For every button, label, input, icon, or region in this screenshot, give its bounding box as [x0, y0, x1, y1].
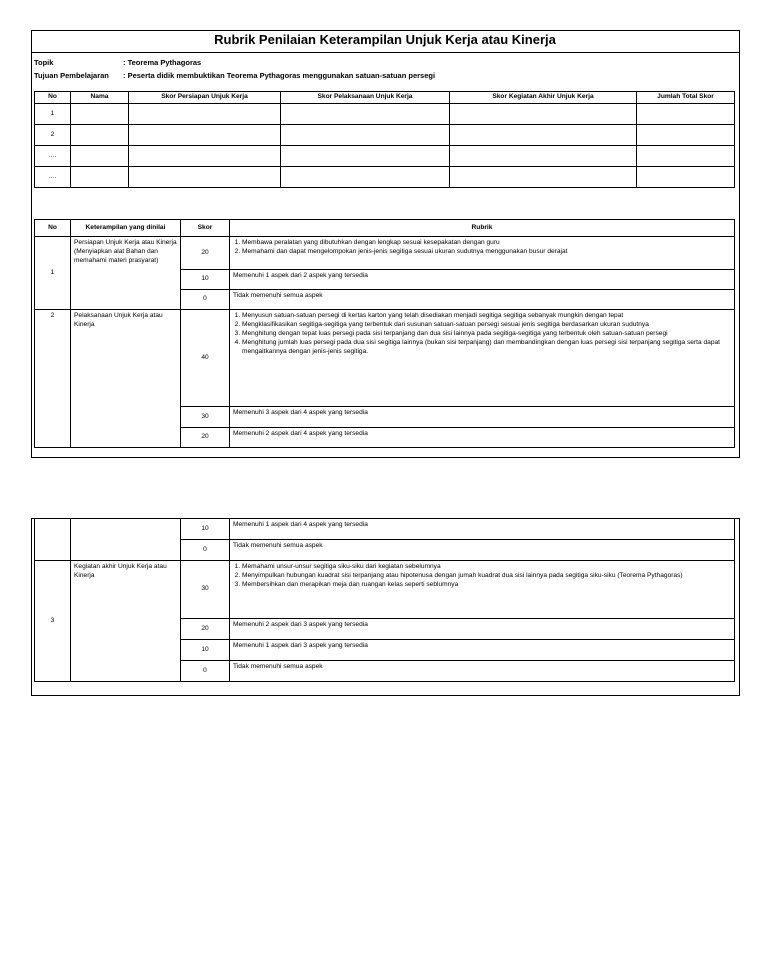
table-cell [281, 104, 450, 125]
rubric-criteria [230, 561, 735, 619]
table-cell [450, 125, 637, 146]
table-cell [71, 167, 129, 188]
table-cell [129, 125, 281, 146]
rubric-criteria: Tidak memenuhi semua aspek [230, 540, 735, 561]
table-cell [281, 167, 450, 188]
tujuan-value: : Peserta didik membuktikan Teorema Pythagoras menggunakan satuan-satuan persegi [123, 71, 436, 80]
table-cell [129, 167, 281, 188]
table-cell [71, 519, 181, 561]
score-value: 0 [181, 290, 230, 310]
header-skor-pelaksanaan: Skor Pelaksanaan Unjuk Kerja [281, 92, 450, 104]
table-cell [637, 125, 735, 146]
criteria-item: 2. Menyimpulkan hubungan kuadrat sisi terpanjang atau hipotenusa dengan jumah kuadrat dua sisi lainnya pada segitiga siku-siku (Teorema Pythagoras) [242, 572, 731, 581]
table-cell [637, 146, 735, 167]
criteria-item: 1. Memahami unsur-unsur segitiga siku-siku dari kegiatan sebelumnya [242, 563, 731, 572]
header-skor-persiapan: Skor Persiapan Unjuk Kerja [129, 92, 281, 104]
table-cell [71, 104, 129, 125]
score-table-header [35, 92, 735, 104]
rubric-criteria: Memenuhi 2 aspek dari 4 aspek yang tersedia [230, 428, 735, 448]
header-rubrik: Rubrik [230, 220, 735, 237]
rubric-criteria [230, 310, 735, 407]
score-value: 20 [181, 237, 230, 270]
rubric-criteria: Memenuhi 3 aspek dari 4 aspek yang tersedia [230, 407, 735, 428]
score-value: 10 [181, 270, 230, 290]
criteria-item: 1. Membawa peralatan yang dibutuhkan dengan lengkap sesuai kesepakatan dengan guru [242, 239, 731, 248]
table-row [35, 125, 735, 146]
section-2-number: 2 [35, 310, 71, 448]
header-no: No [35, 92, 71, 104]
score-table [34, 91, 735, 188]
table-cell [637, 167, 735, 188]
header-nama: Nama [71, 92, 129, 104]
criteria-item: 3. Menghitung dengan tepat luas persegi pada sisi terpanjang dan dua sisi lainnya pada segitiga-segitiga yang terbentuk oleh satuan-satuan persegi [242, 330, 731, 339]
rubric-criteria [230, 237, 735, 270]
document-title: Rubrik Penilaian Keterampilan Unjuk Kerja atau Kinerja [31, 30, 739, 53]
table-cell [35, 519, 71, 561]
header-skor-kegiatan-akhir: Skor Kegiatan Akhir Unjuk Kerja [450, 92, 637, 104]
header-no: No [35, 220, 71, 237]
row-number: .... [35, 167, 71, 188]
rubric-criteria: Memenuhi 1 aspek dari 2 aspek yang tersedia [230, 270, 735, 290]
criteria-item: 2. Memahami dan dapat mengelompokan jenis-jenis segitiga sesuai ukuran sudutnya menggunakan busur derajat [242, 248, 731, 257]
section-3-number: 3 [35, 561, 71, 682]
score-value: 10 [181, 519, 230, 540]
table-cell [450, 167, 637, 188]
table-cell [71, 146, 129, 167]
criteria-item: 2. Mengklasifikasikan segitiga-segitiga yang terbentuk dari susunan satuan-satuan persegi sesuai jenis segitiga berdasarkan ukuran sudutnya [242, 321, 731, 330]
criteria-item: 4. Menghitung jumlah luas persegi pada dua sisi segitiga lainnya (bukan sisi terpanjang) dan membandingkan dengan luas persegi sisi terpanjang segitiga serta dapat mengaitkannya dengan jenis-jenis segitiga. [242, 339, 731, 357]
section-1-skill: Persiapan Unjuk Kerja atau Kinerja (Menyiapkan alat Bahan dan memahami materi prasyarat) [71, 237, 181, 310]
rubric-criteria: Memenuhi 1 aspek dari 3 aspek yang tersedia [230, 640, 735, 661]
table-row [35, 561, 735, 619]
score-value: 0 [181, 661, 230, 682]
rubric-criteria: Tidak memenuhi semua aspek [230, 290, 735, 310]
section-3-skill: Kegiatan akhir Unjuk Kerja atau Kinerja [71, 561, 181, 682]
table-row [35, 167, 735, 188]
table-row [35, 237, 735, 270]
rubric-table-page-2 [34, 518, 735, 682]
row-number: .... [35, 146, 71, 167]
rubric-table-page-1 [34, 219, 735, 448]
header-skor: Skor [181, 220, 230, 237]
table-row [35, 146, 735, 167]
score-value: 20 [181, 619, 230, 640]
rubric-criteria: Memenuhi 1 aspek dari 4 aspek yang tersedia [230, 519, 735, 540]
table-row [35, 104, 735, 125]
table-cell [450, 146, 637, 167]
score-value: 30 [181, 407, 230, 428]
table-cell [281, 146, 450, 167]
criteria-item: 3. Membersihkan dan merapikan meja dan ruangan kelas seperti seblumnya [242, 581, 731, 590]
score-value: 10 [181, 640, 230, 661]
section-1-number: 1 [35, 237, 71, 310]
rubric-header [35, 220, 735, 237]
header-jumlah-total: Jumlah Total Skor [637, 92, 735, 104]
score-value: 20 [181, 428, 230, 448]
score-value: 0 [181, 540, 230, 561]
table-row [35, 519, 735, 540]
score-value: 40 [181, 310, 230, 407]
table-row [35, 310, 735, 407]
rubric-criteria: Memenuhi 2 aspek dari 3 aspek yang tersedia [230, 619, 735, 640]
topik-label: Topik [34, 58, 54, 67]
score-value: 30 [181, 561, 230, 619]
table-cell [71, 125, 129, 146]
section-2-skill: Pelaksanaan Unjuk Kerja atau Kinerja [71, 310, 181, 448]
row-number: 1 [35, 104, 71, 125]
topik-value: : Teorema Pythagoras [123, 58, 202, 67]
table-cell [129, 146, 281, 167]
row-number: 2 [35, 125, 71, 146]
table-cell [281, 125, 450, 146]
table-cell [129, 104, 281, 125]
table-cell [637, 104, 735, 125]
rubric-criteria: Tidak memenuhi semua aspek [230, 661, 735, 682]
criteria-item: 1. Menyusun satuan-satuan persegi di kertas karton yang telah disediakan menjadi segitiga segitiga sebanyak mungkin dengan tepat [242, 312, 731, 321]
header-keterampilan: Keterampilan yang dinilai [71, 220, 181, 237]
tujuan-label: Tujuan Pembelajaran [34, 71, 109, 80]
table-cell [450, 104, 637, 125]
